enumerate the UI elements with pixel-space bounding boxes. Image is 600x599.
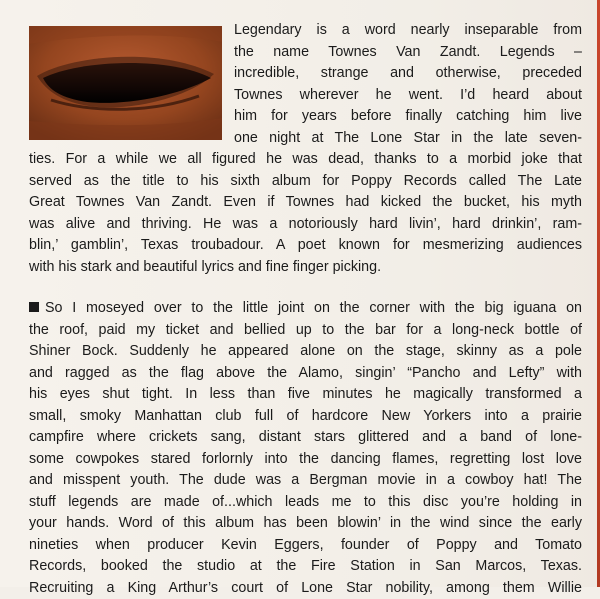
- text-line: your hands. Word of this album has been blowin’ in the wind since the early: [29, 513, 582, 535]
- text-line: nineties when producer Kevin Eggers, founder of Poppy and Tomato: [29, 535, 582, 557]
- text-line: the roof, paid my ticket and bellied up to the bar for a long-neck bottle of: [29, 320, 582, 342]
- text-line: served as the title to his sixth album for Poppy Records called The Late: [29, 171, 582, 193]
- text-line: blin,’ gamblin’, Texas troubadour. A poet known for mesmerizing audiences: [29, 235, 582, 257]
- text-line: Townes wherever he went. I’d heard about: [29, 85, 582, 107]
- text-line: his eyes shut tight. In less than five minutes he magically transformed a: [29, 384, 582, 406]
- text-line: the name Townes Van Zandt. Legends –: [29, 42, 582, 64]
- text-line: Recruiting a King Arthur’s court of Lone Star nobility, among them Willie: [29, 578, 582, 599]
- text-line: some cowpokes stared forlornly into the dancing flames, regretting lost love: [29, 449, 582, 471]
- text-line: Records, booked the studio at the Fire Station in San Marcos, Texas.: [29, 556, 582, 578]
- paragraph-2: [29, 298, 582, 599]
- paragraph-1: [29, 20, 582, 278]
- text-line: small, smoky Manhattan club full of hardcore New Yorkers into a prairie: [29, 406, 582, 428]
- text-line: with his stark and beautiful lyrics and fine finger picking.: [29, 257, 582, 279]
- text-line: was alive and thriving. He was a notoriously hard livin’, hard drinkin’, ram-: [29, 214, 582, 236]
- text-line: incredible, strange and otherwise, preceded: [29, 63, 582, 85]
- text-line: and ragged as the flag above the Alamo, singin’ “Pancho and Lefty” with: [29, 363, 582, 385]
- article-text: [29, 20, 582, 599]
- text-line: Legendary is a word nearly inseparable from: [29, 20, 582, 42]
- text-line: and misspent youth. The dude was a Bergman movie in a cowboy hat! The: [29, 470, 582, 492]
- text-line: Great Townes Van Zandt. Even if Townes had kicked the bucket, his myth: [29, 192, 582, 214]
- text-line: stuff legends are made of...which leads me to this disc you’re holding in: [29, 492, 582, 514]
- text-line: Shiner Bock. Suddenly he appeared alone on the stage, skinny as a pole: [29, 341, 582, 363]
- paragraph-gap: [29, 278, 582, 298]
- text-line: him for years before finally catching him live: [29, 106, 582, 128]
- text-line: So I moseyed over to the little joint on the corner with the big iguana on: [45, 300, 582, 316]
- paragraph-bullet-icon: [29, 302, 39, 312]
- text-line: campfire where crickets sang, distant stars glittered and a band of lone-: [29, 427, 582, 449]
- text-line: ties. For a while we all figured he was dead, thanks to a morbid joke that: [29, 149, 582, 171]
- text-line-first: [29, 298, 582, 320]
- text-line: one night at The Lone Star in the late seven-: [29, 128, 582, 150]
